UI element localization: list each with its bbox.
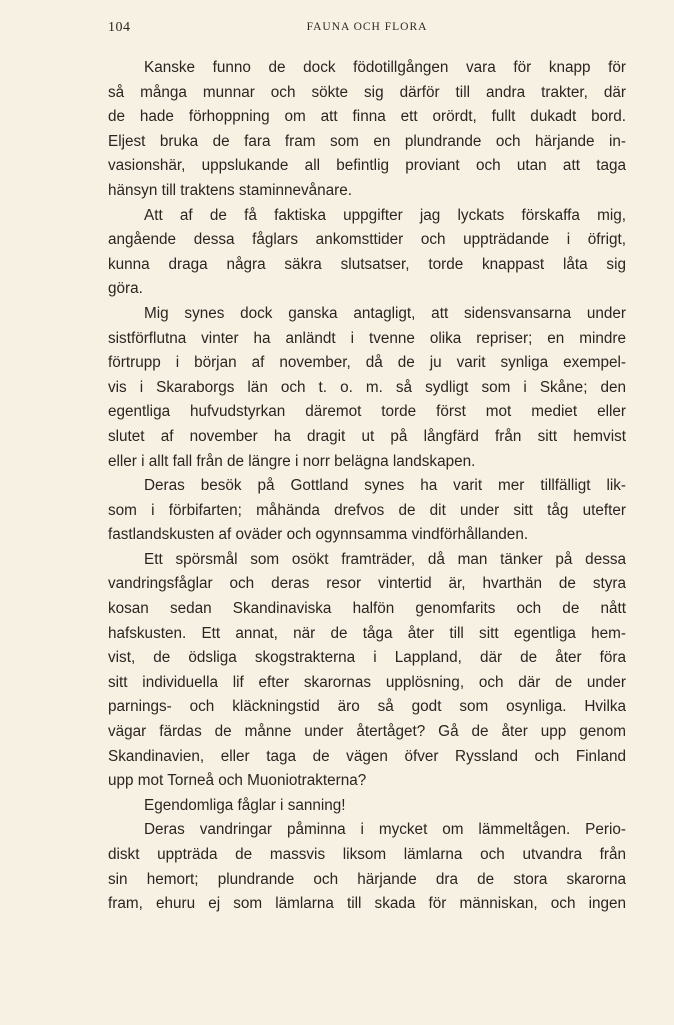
- text-line: sin hemort; plundrande och härjande dra de stora skarorna: [108, 870, 626, 888]
- page-number: 104: [108, 20, 131, 35]
- text-line: Ett spörsmål som osökt framträder, då man tänker på dessa: [144, 550, 626, 568]
- text-line: vandringsfåglar och deras resor vintertid är, hvarthän de styra: [108, 575, 626, 593]
- text-line: diskt uppträda de massvis liksom lämlarna och utvandra från: [108, 846, 626, 863]
- text-line: sistförflutna vinter ha anländt i tvenne olika repriser; en mindre: [108, 329, 626, 347]
- text-line: kosan sedan Skandinaviska halfön genomfarits och de nått: [108, 600, 626, 618]
- text-line: Kanske funno de dock födotillgången vara för knapp för: [144, 59, 626, 76]
- text-line: Egendomliga fåglar i sanning!: [144, 796, 346, 814]
- text-line: fram, ehuru ej som lämlarna till skada för människan, och ingen: [108, 895, 626, 913]
- running-head: [108, 20, 626, 40]
- text-line: hänsyn till traktens staminnevånare.: [108, 181, 353, 199]
- text-line: Deras vandringar påminna i mycket om lämmeltågen. Perio-: [144, 821, 626, 839]
- text-line: vägar färdas de månne under återtåget? Gå de åter upp genom: [108, 723, 626, 741]
- running-title: FAUNA OCH FLORA: [306, 21, 428, 33]
- text-line: kunna draga några säkra slutsatser, torde knappast låta sig: [108, 255, 626, 273]
- text-line: vis i Skaraborgs län och t. o. m. så sydligt som i Skåne; den: [108, 378, 626, 396]
- text-line: Att af de få faktiska uppgifter jag lyckats förskaffa mig,: [144, 206, 626, 224]
- text-line: sitt individuella lif efter skarornas upplösning, och där de under: [108, 673, 626, 691]
- text-line: förtrupp i början af november, då de ju varit synliga exempel-: [108, 354, 626, 372]
- text-line: göra.: [108, 280, 143, 298]
- text-line: Eljest bruka de fara fram som en plundrande och härjande in-: [108, 132, 626, 150]
- text-line: hafskusten. Ett annat, när de tåga åter till sitt egentliga hem-: [108, 624, 626, 642]
- text-line: slutet af november ha dragit ut på långfärd från sitt hemvist: [108, 427, 626, 445]
- text-line: vasionshär, uppslukande all befintlig proviant och utan att taga: [108, 157, 626, 175]
- text-line: Skandinavien, eller taga de vägen öfver Ryssland och Finland: [108, 747, 626, 765]
- text-line: fastlandskusten af oväder och ogynnsamma vindförhållanden.: [108, 526, 529, 544]
- body-text: [108, 56, 626, 917]
- text-line: de hade förhoppning om att finna ett orördt, fullt dukadt bord.: [108, 108, 626, 126]
- text-line: eller i allt fall från de längre i norr belägna landskapen.: [108, 452, 476, 470]
- text-line: upp mot Torneå och Muoniotrakterna?: [108, 772, 367, 790]
- text-line: så många munnar och sökte sig därför till andra trakter, där: [108, 83, 626, 101]
- text-line: angående dessa fåglars ankomsttider och uppträdande i öfrigt,: [108, 231, 626, 249]
- text-line: Mig synes dock ganska antagligt, att sidensvansarna under: [144, 304, 626, 322]
- text-line: vist, de ödsliga skogstrakterna i Lappland, där de åter föra: [108, 649, 626, 667]
- text-line: egentliga hufvudstyrkan däremot torde först mot mediet eller: [108, 403, 626, 421]
- text-line: Deras besök på Gottland synes ha varit mer tillfälligt lik-: [144, 477, 626, 495]
- text-line: parnings- och kläckningstid äro så godt som osynliga. Hvilka: [108, 698, 626, 716]
- text-line: som i förbifarten; måhända drefvos de dit under sitt tåg utefter: [108, 501, 626, 519]
